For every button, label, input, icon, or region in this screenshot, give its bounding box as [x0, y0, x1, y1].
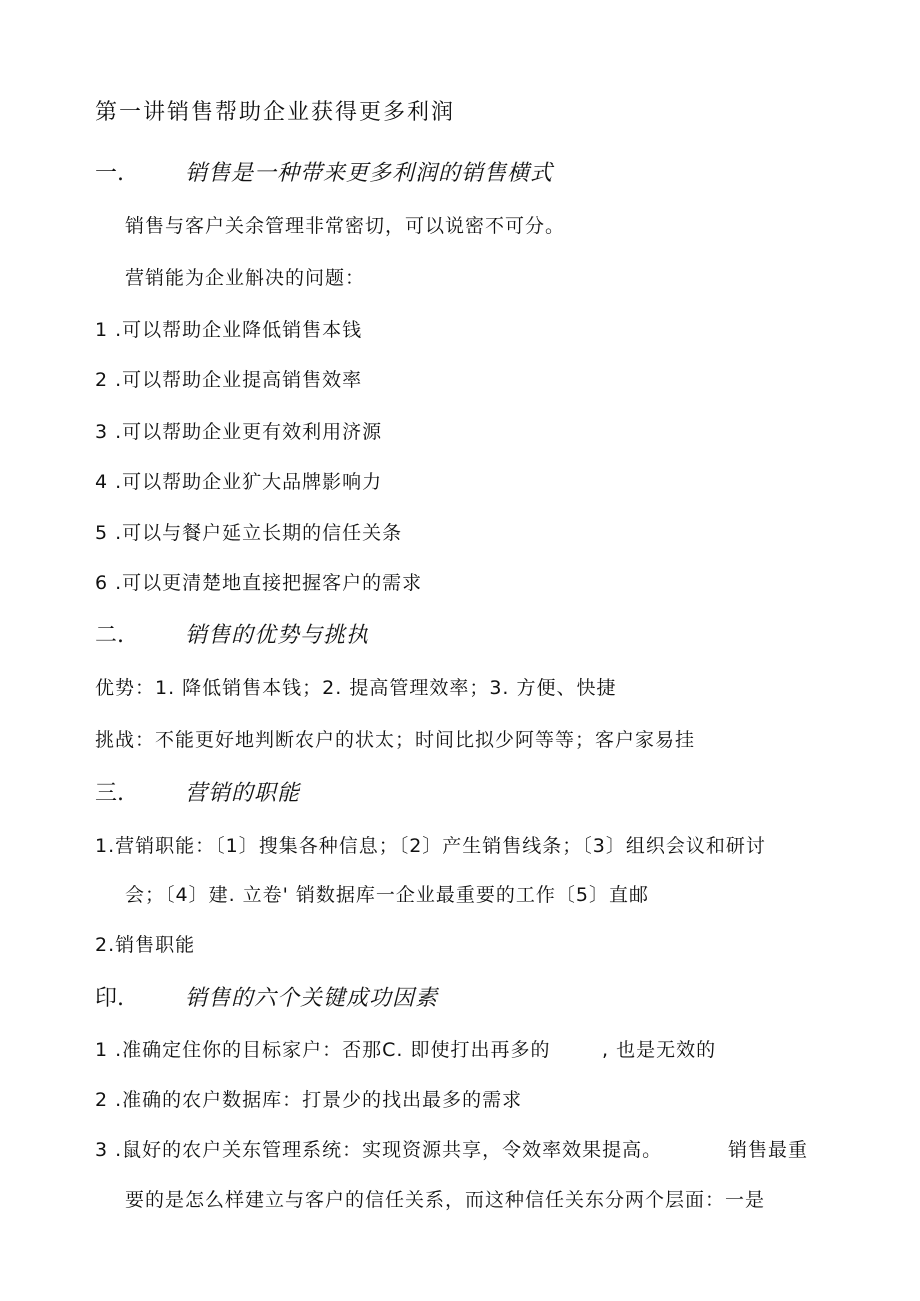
- section-1-heading: 销售是一种带来更多利润的销售横式: [185, 161, 554, 186]
- section-2-number: 二.: [95, 623, 124, 648]
- section-2-advantage: 优势：1. 降低销售本钱；2. 提高管理效率；3. 方便、快捷: [95, 677, 617, 699]
- section-1-paragraph-1: 销售与客户关余管理非常密切，可以说密不可分。: [125, 215, 566, 237]
- section-1-list-item: 1 .可以帮助企业降低销售本钱: [95, 319, 363, 341]
- section-1-list-item: 2 .可以帮助企业提高销售效率: [95, 369, 363, 391]
- section-3-number: 三.: [95, 781, 124, 806]
- section-3-heading: 营销的职能: [185, 781, 301, 806]
- section-3-item-1-line-1: 1.营销职能：〔1〕搜集各种信息；〔2〕产生销售线条；〔3〕组织会议和研讨: [95, 835, 766, 857]
- section-4-item-1-part-a: 1 .准确定住你的目标家户：否那C. 即使打出再多的: [95, 1039, 551, 1061]
- section-2-challenge: 挑战：不能更好地判断农户的状太；时间比拟少阿等等；客户家易挂: [95, 729, 696, 751]
- section-1-list-item: 3 .可以帮助企业更有效利用济源: [95, 421, 383, 443]
- section-3-item-1-line-2: 会；〔4〕建. 立卷' 销数据库一企业最重要的工作〔5〕直邮: [125, 884, 650, 906]
- section-4-item-1-part-b: , 也是无效的: [602, 1039, 717, 1061]
- section-1-list-item: 5 .可以与餐户延立长期的信任关条: [95, 522, 403, 544]
- section-1-list-item: 4 .可以帮助企业犷大品牌影响力: [95, 471, 383, 493]
- section-4-number: 印.: [95, 986, 124, 1011]
- section-4-item-3-part-b: 销售最重: [728, 1139, 809, 1161]
- section-1-paragraph-2: 营销能为企业斛决的问题：: [125, 267, 366, 289]
- section-4-heading: 销售的六个关键成功因素: [185, 986, 439, 1011]
- page-title: 第一讲销售帮助企业获得更多利润: [95, 100, 456, 125]
- section-2-heading: 销售的优势与挑执: [185, 623, 370, 648]
- section-4-item-3-line-2: 要的是怎么样建立与客户的信任关系，而这种信任关东分两个层面：一是: [125, 1189, 766, 1211]
- section-4-item-3-part-a: 3 .鼠好的农户关东管理系统：实现资源共享，令效率效果提高。: [95, 1139, 663, 1161]
- section-4-item-2: 2 .准确的农户数据库：打景少的找出最多的需求: [95, 1089, 523, 1111]
- section-3-item-2: 2.销售职能: [95, 934, 196, 956]
- section-1-list-item: 6 .可以更清楚地直接把握客户的需求: [95, 572, 423, 594]
- section-1-number: 一.: [95, 161, 124, 186]
